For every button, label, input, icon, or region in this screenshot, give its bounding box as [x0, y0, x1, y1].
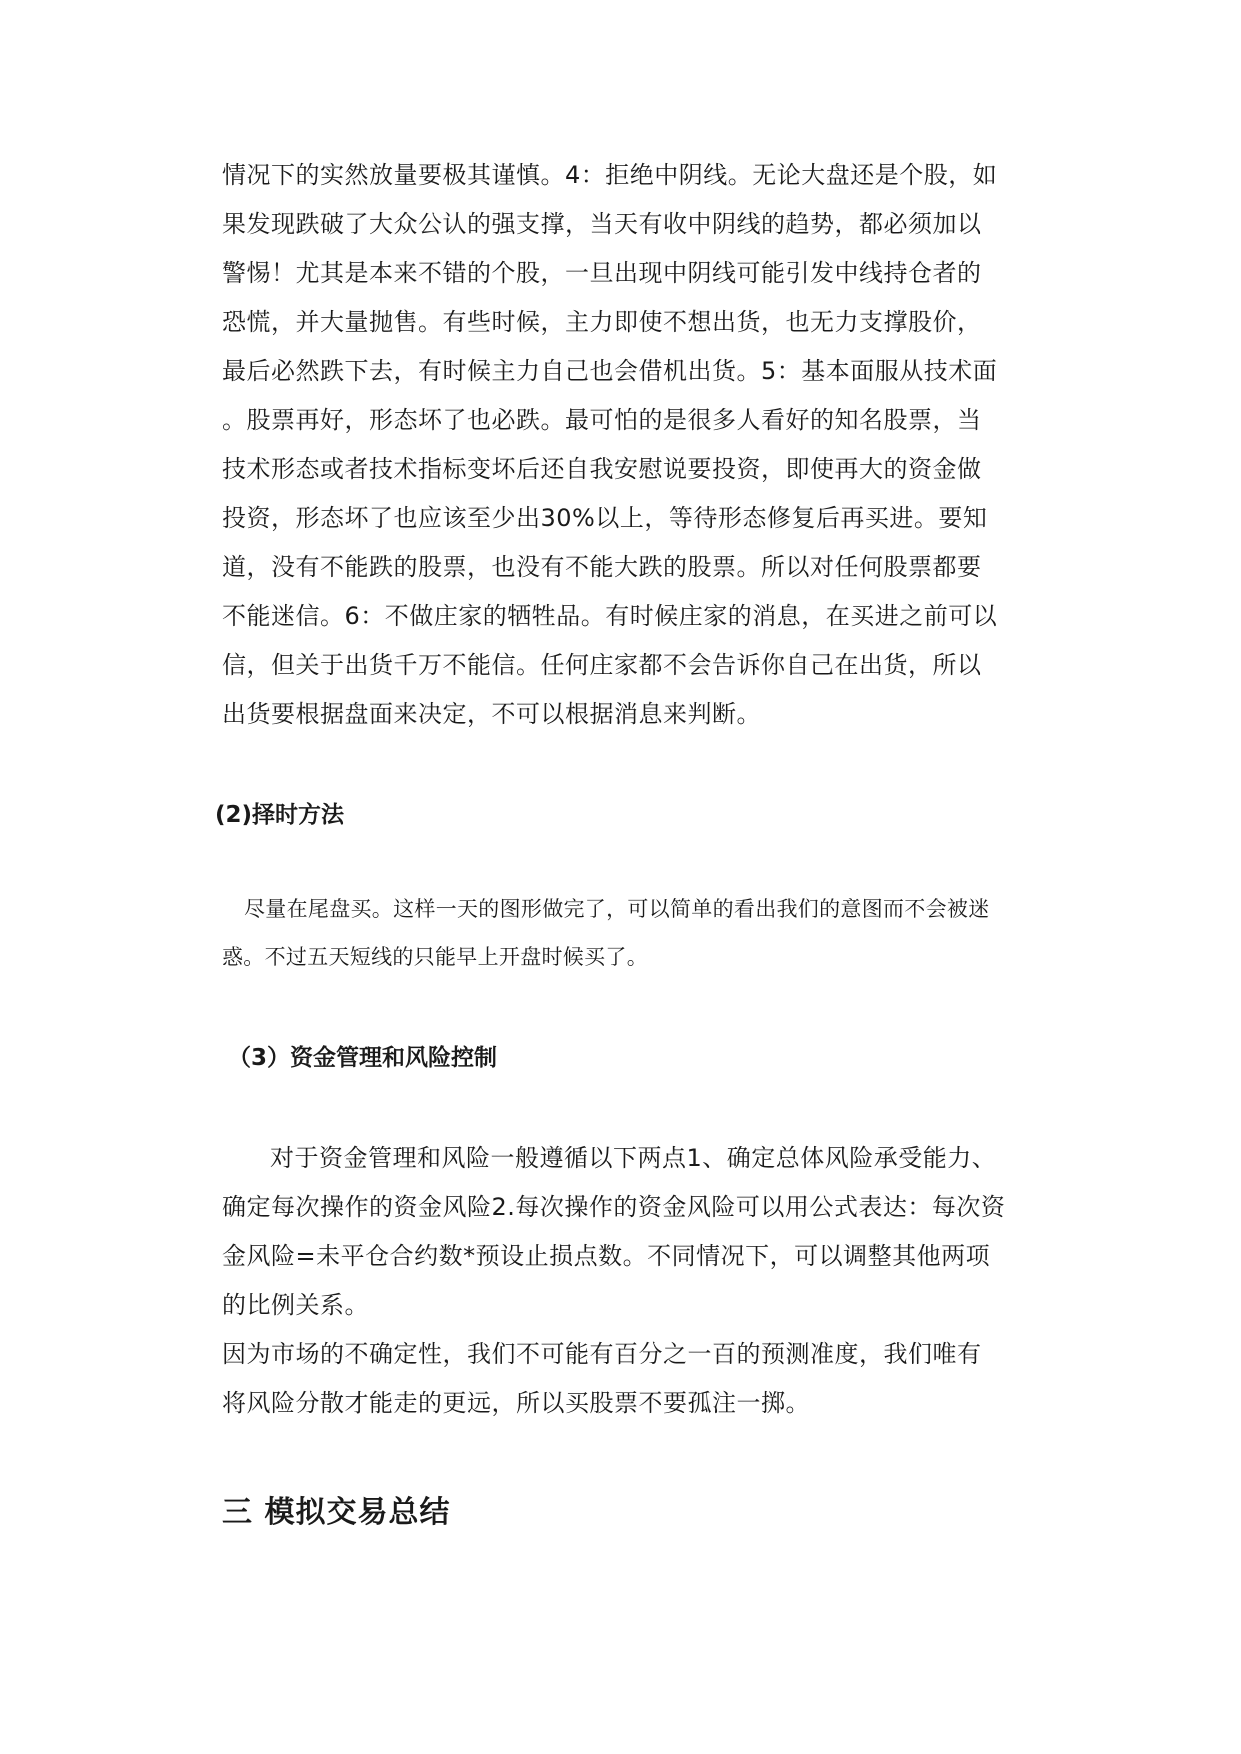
paragraph-line: 情况下的实然放量要极其谨慎。4：拒绝中阴线。无论大盘还是个股，如 [222, 161, 998, 189]
paragraph-line: 不能迷信。6：不做庄家的牺牲品。有时候庄家的消息，在买进之前可以 [222, 602, 998, 630]
paragraph-line: 对于资金管理和风险一般遵循以下两点1、确定总体风险承受能力、 [270, 1144, 997, 1172]
paragraph-line: 惑。不过五天短线的只能早上开盘时候买了。 [222, 945, 648, 969]
paragraph-line: 投资，形态坏了也应该至少出30%以上，等待形态修复后再买进。要知 [222, 504, 988, 532]
paragraph-line: 确定每次操作的资金风险2.每次操作的资金风险可以用公式表达：每次资 [222, 1193, 1006, 1221]
paragraph-line: 警惕！尤其是本来不错的个股，一旦出现中阴线可能引发中线持仓者的 [222, 259, 982, 287]
paragraph-line: 恐慌，并大量抛售。有些时候，主力即使不想出货，也无力支撑股价， [222, 308, 982, 336]
paragraph-line: 最后必然跌下去，有时候主力自己也会借机出货。5：基本面服从技术面 [222, 357, 998, 385]
paragraph-line: 信，但关于出货千万不能信。任何庄家都不会告诉你自己在出货，所以 [222, 651, 982, 679]
paragraph-line: 果发现跌破了大众公认的强支撑，当天有收中阴线的趋势，都必须加以 [222, 210, 982, 238]
paragraph-line: 。股票再好，形态坏了也必跌。最可怕的是很多人看好的知名股票，当 [222, 406, 982, 434]
paragraph-line: 尽量在尾盘买。这样一天的图形做完了，可以简单的看出我们的意图而不会被迷 [244, 897, 990, 921]
paragraph-line: 金风险=未平仓合约数*预设止损点数。不同情况下，可以调整其他两项 [222, 1242, 991, 1270]
paragraph-line: 出货要根据盘面来决定，不可以根据消息来判断。 [222, 700, 761, 728]
paragraph-line: 因为市场的不确定性，我们不可能有百分之一百的预测准度，我们唯有 [222, 1340, 982, 1368]
section-title: 三 模拟交易总结 [222, 1495, 451, 1530]
subheading-timing-method: (2)择时方法 [215, 802, 345, 828]
paragraph-line: 的比例关系。 [222, 1291, 369, 1319]
paragraph-line: 道，没有不能跌的股票，也没有不能大跌的股票。所以对任何股票都要 [222, 553, 982, 581]
paragraph-line: 技术形态或者技术指标变坏后还自我安慰说要投资，即使再大的资金做 [222, 455, 982, 483]
paragraph-line: 将风险分散才能走的更远，所以买股票不要孤注一掷。 [222, 1389, 810, 1417]
subheading-money-risk: （3）资金管理和风险控制 [228, 1045, 498, 1071]
